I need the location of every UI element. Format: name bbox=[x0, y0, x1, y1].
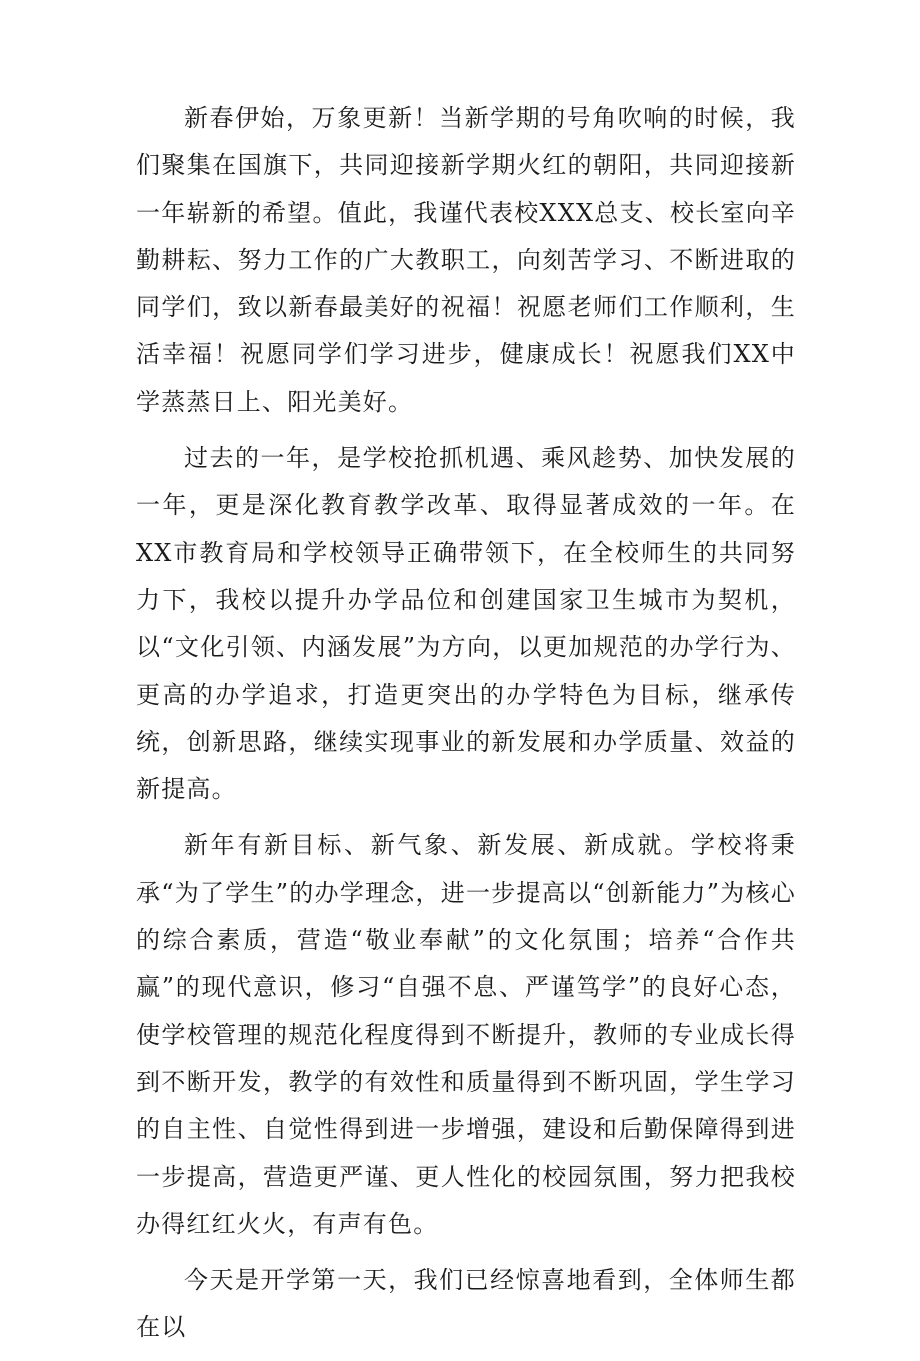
paragraph-first-day: 今天是开学第一天，我们已经惊喜地看到，全体师生都在以 bbox=[136, 1266, 796, 1342]
document-body bbox=[136, 95, 796, 1361]
paragraph-past-year: 过去的一年，是学校抢抓机遇、乘风趁势、加快发展的一年，更是深化教育教学改革、取得显著成效的一年。在XX市教育局和学校领导正确带领下，在全校师生的共同努力下，我校以提升办学品位和创建国家卫生城市为契机，以“文化引领、内涵发展”为方向，以更加规范的办学行为、更高的办学追求，打造更突出的办学特色为目标，继承传统，创新思路，继续实现事业的新发展和办学质量、效益的新提高。 bbox=[136, 444, 796, 804]
paragraph-greeting: 新春伊始，万象更新！当新学期的号角吹响的时候，我们聚集在国旗下，共同迎接新学期火红的朝阳，共同迎接新一年崭新的希望。值此，我谨代表校XXX总支、校长室向辛勤耕耘、努力工作的广大教职工，向刻苦学习、不断进取的同学们，致以新春最美好的祝福！祝愿老师们工作顺利，生活幸福！祝愿同学们学习进步，健康成长！祝愿我们XX中学蒸蒸日上、阳光美好。 bbox=[136, 104, 796, 416]
paragraph-new-goals: 新年有新目标、新气象、新发展、新成就。学校将秉承“为了学生”的办学理念，进一步提高以“创新能力”为核心的综合素质，营造“敬业奉献”的文化氛围；培养“合作共赢”的现代意识，修习“自强不息、严谨笃学”的良好心态，使学校管理的规范化程度得到不断提升，教师的专业成长得到不断开发，教学的有效性和质量得到不断巩固，学生学习的自主性、自觉性得到进一步增强，建设和后勤保障得到进一步提高，营造更严谨、更人性化的校园氛围，努力把我校办得红红火火，有声有色。 bbox=[136, 831, 796, 1238]
